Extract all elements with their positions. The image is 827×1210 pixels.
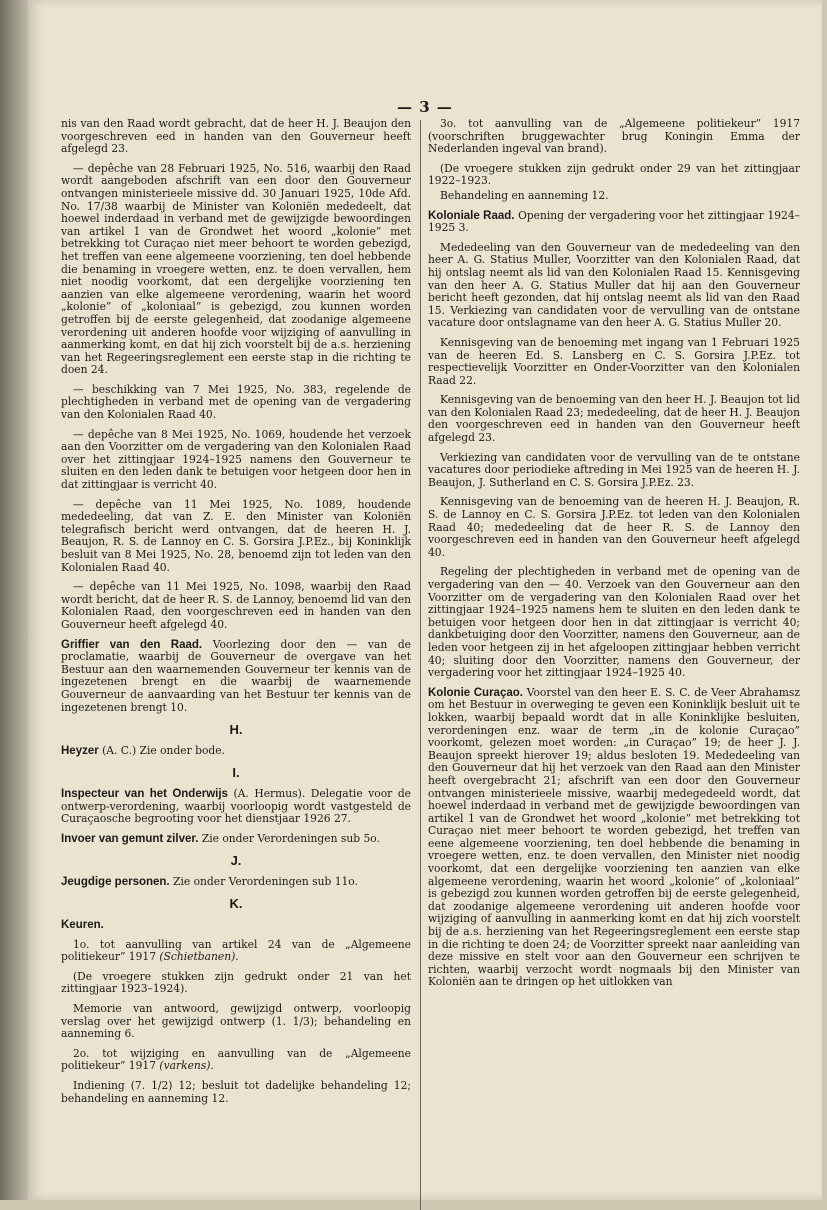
entry-text: (A. C.) Zie onder bode. bbox=[98, 743, 225, 757]
paragraph: Kennisgeving van de benoeming met ingang van 1 Februari 1925 van de heeren Ed. S. Lansberg en C. S. Gorsira J.P.Ez. tot respectievelijk Voorzitter en Onder-Voorzitter van den Kolonialen Raad 22. bbox=[428, 335, 800, 387]
paragraph: — depêche van 28 Februari 1925, No. 516, waarbij den Raad wordt aangeboden afschrift van een door den Gouverneur ontvangen ministerieele missive dd. 30 Januari 1925, 10de Afd. No. 17/38 waarbij de Minister van Koloniën mededeelt, dat hoewel inderdaad in verband met de gewijzigde bewoordingen van artikel 1 van de Grondwet het woord „kolonie” met betrekking tot Curaçao niet meer behoort te worden gebezigd, het treffen van eene algemeene voorziening, ten doel hebbende die benaming in vroegere wetten, enz. te doen vervallen, hem niet noodig voorkomt, dat een dergelijke voorziening ten aanzien van elke algemeene verordening, waarin het woord „kolonie” of „koloniaal” is gebezigd, zou kunnen worden getroffen bij de eerste gelegenheid, dat zoodanige algemeene verordening uit anderen hoofde voor wijziging of aanvulling in aanmerking komt, en dat hij zich voorstelt bij de a.s. herziening van het Regeeringsreglement een eerste stap in die richting te doen 24. bbox=[61, 161, 411, 377]
paragraph bbox=[61, 939, 411, 964]
paragraph: Behandeling en aanneming 12. bbox=[440, 188, 609, 202]
column-divider bbox=[420, 120, 421, 1210]
section-letter-h: H. bbox=[229, 722, 243, 738]
entry-label: Inspecteur van het Onderwijs bbox=[61, 787, 228, 800]
paragraph: Verkiezing van candidaten voor de vervulling van de te ontstane vacatures door periodieke aftreding in Mei 1925 van de heeren H. J. Beaujon, J. Sutherland en C. S. Gorsira J.P.Ez. 23. bbox=[428, 450, 800, 489]
entry-label: Keuren. bbox=[61, 919, 104, 932]
entry-inspecteur bbox=[61, 788, 411, 826]
right-column bbox=[428, 118, 800, 996]
entry-text: Voorstel van den heer E. S. C. de Veer Abrahamsz om het Bestuur in overweging te geven een Koninklijk besluit uit te lokken, waarbij bepaald wordt dat in alle Koninklijke besluiten, verordeningen enz. waar de term „in de kolonie Curaçao” voorkomt, gelezen moet worden: „in Curaçao” 19; de heer J. J. Beaujon spreekt hierover 19; aldus besloten 19. Mededeeling van den Gouverneur dat hij het verzoek van den Raad aan den Minister heeft overgebracht 21; afschrift van een door den Gouverneur ontvangen ministerieele missive, waarbij medegedeeld wordt, dat hoewel inderdaad in verband met de gewijzigde bewoordingen van artikel 1 van de Grondwet het woord „kolonie” met betrekking tot Curaçao niet meer behoort te worden gebezigd, het treffen van eene algemeene voorziening, ten doel hebbende die benaming in vroegere wetten, enz. te doen vervallen, den Minister niet noodig voorkomt, dat een dergelijke voorziening ten aanzien van elke algemeene verordening, waarin het woord „kolonie” of „koloniaal” is gebezigd zou kunnen worden getroffen bij de eerste gelegenheid, dat zoodanige algemeene verordening uit anderen hoofde voor wijziging of aanvulling in aanmerking komt en dat hij zich voorstelt bij de a.s. herziening van het Regeeringsreglement een eerste stap in die richting te doen 24; de Voorzitter spreekt naar aanleiding van deze missive en stelt voor aan den Gouverneur een schrijven te richten, waarbij verzocht wordt nogmaals bij den Minister van Koloniën aan te dringen op het uitlokken van bbox=[428, 685, 800, 989]
entry-heyzer bbox=[61, 745, 411, 758]
entry-text: Voorlezing door den — van de proclamatie, waarbij de Gouverneur de overgave van het Bestuur aan den waarnemenden Gouverneur ter kennis van de ingezetenen brengt en die waarbij de waarnemende Gouverneur de aanvaarding van het Bestuur ter kennis van de ingezetenen brengt 10. bbox=[61, 637, 411, 714]
paragraph-text: 2o. tot wijziging en aanvulling van de „Algemeene politiekeur” 1917 bbox=[61, 1046, 411, 1073]
entry-label: Jeugdige personen. bbox=[61, 875, 170, 888]
paragraph-emphasis: (Schietbanen). bbox=[159, 950, 239, 964]
paragraph-emphasis: (varkens). bbox=[159, 1059, 214, 1073]
entry-label: Invoer van gemunt zilver. bbox=[61, 832, 199, 845]
entry-jeugdige bbox=[61, 876, 411, 889]
entry-label: Heyzer bbox=[61, 744, 99, 757]
paragraph: nis van den Raad wordt gebracht, dat de heer H. J. Beaujon den voorgeschreven eed in handen van den Gouverneur heeft afgelegd 23. bbox=[61, 117, 411, 156]
document-page bbox=[28, 0, 822, 1200]
entry-text: Zie onder Verordeningen sub 11o. bbox=[169, 874, 358, 888]
paragraph bbox=[61, 1048, 411, 1073]
paragraph: 3o. tot aanvulling van de „Algemeene politiekeur” 1917 (voorschriften bruggewachter brug Koningin Emma der Nederlanden ingeval van brand). bbox=[428, 117, 800, 156]
paragraph: — depêche van 8 Mei 1925, No. 1069, houdende het verzoek aan den Voorzitter om de vergadering van den Kolonialen Raad over het zittingjaar 1924–1925 namens den Gouverneur te sluiten en den leden dank te betuigen voor hetgeen door hen in dat zittingjaar is verricht 40. bbox=[61, 427, 411, 492]
entry-text: Zie onder Verordeningen sub 5o. bbox=[198, 831, 380, 845]
section-letter-i: I. bbox=[232, 765, 240, 781]
left-column bbox=[61, 118, 411, 1112]
paragraph: Memorie van antwoord, gewijzigd ontwerp, voorloopig verslag over het gewijzigd ontwerp (1. 1/3); behandeling en aanneming 6. bbox=[61, 1002, 411, 1041]
entry-koloniale-raad bbox=[428, 210, 800, 235]
entry-label: Koloniale Raad. bbox=[428, 209, 515, 222]
book-binding bbox=[0, 0, 28, 1200]
paragraph: (De vroegere stukken zijn gedrukt onder 29 van het zittingjaar 1922–1923. bbox=[428, 161, 800, 188]
entry-invoer bbox=[61, 833, 411, 846]
entry-griffier bbox=[61, 639, 411, 715]
paragraph: — depêche van 11 Mei 1925, No. 1089, houdende mededeeling, dat van Z. E. den Minister van Koloniën telegrafisch bericht werd ontvangen, dat de heeren H. J. Beaujon, R. S. de Lannoy en C. S. Gorsira J.P.Ez., bij Koninklijk besluit van 8 Mei 1925, No. 28, benoemd zijn tot leden van den Kolonialen Raad 40. bbox=[61, 497, 411, 574]
paragraph: Kennisgeving van de benoeming van den heer H. J. Beaujon tot lid van den Kolonialen Raad 23; mededeeling, dat de heer H. J. Beaujon den voorgeschreven eed in handen van den Gouverneur heeft afgelegd 23. bbox=[428, 393, 800, 445]
entry-label: Kolonie Curaçao. bbox=[428, 686, 523, 699]
entry-text: (A. Hermus). Delegatie voor de ontwerp-verordening, waarbij voorloopig wordt vastgesteld de Curaçaosche begrooting voor het dienstjaar 1926 27. bbox=[61, 786, 412, 826]
entry-kolonie-curacao bbox=[428, 687, 800, 989]
section-letter-k: K. bbox=[229, 896, 243, 912]
page-number: — 3 — bbox=[397, 98, 453, 116]
paragraph-text: 1o. tot aanvulling van artikel 24 van de „Algemeene politiekeur” 1917 bbox=[61, 937, 411, 964]
section-letter-j: J. bbox=[230, 853, 242, 869]
paragraph: Kennisgeving van de benoeming van de heeren H. J. Beaujon, R. S. de Lannoy en C. S. Gorsira J.P.Ez. tot leden van den Kolonialen Raad 40; mededeeling dat de heer R. S. de Lannoy den voorgeschreven eed in handen van den Gouverneur heeft afgelegd 40. bbox=[428, 495, 800, 559]
paragraph: Regeling der plechtigheden in verband met de opening van de vergadering van den — 40. Verzoek van den Gouverneur aan den Voorzitter om de vergadering van den Kolonialen Raad over het zittingjaar 1924–1925 namens hem te sluiten en den leden dank te betuigen voor hetgeen door hen in dat zittingjaar is verricht 40; dankbetuiging door den Voorzitter, namens den Gouverneur, aan de leden voor hetgeen zij in het afgeloopen zittingjaar hebben verricht 40; sluiting door den Voorzitter, namens den Gouverneur, der vergadering voor het zittingjaar 1924–1925 40. bbox=[428, 565, 800, 680]
paragraph: (De vroegere stukken zijn gedrukt onder 21 van het zittingjaar 1923–1924). bbox=[61, 969, 411, 996]
entry-text: Opening der vergadering voor het zittingjaar 1924–1925 3. bbox=[428, 208, 800, 235]
paragraph: — depêche van 11 Mei 1925, No. 1098, waarbij den Raad wordt bericht, dat de heer R. S. de Lannoy, benoemd lid van den Kolonialen Raad, den voorgeschreven eed in handen van den Gouverneur heeft afgelegd 40. bbox=[61, 580, 411, 631]
paragraph: — beschikking van 7 Mei 1925, No. 383, regelende de plechtigheden in verband met de opening van de vergadering van den Kolonialen Raad 40. bbox=[61, 382, 411, 422]
entry-label: Griffier van den Raad. bbox=[61, 638, 203, 651]
paragraph: Indiening (7. 1/2) 12; besluit tot dadelijke behandeling 12; behandeling en aanneming 12. bbox=[61, 1079, 411, 1105]
paragraph: Mededeeling van den Gouverneur van de mededeeling van den heer A. G. Statius Muller, Voorzitter van den Kolonialen Raad, dat hij ontslag neemt als lid van den Kolonialen Raad 15. Kennisgeving van den heer A. G. Statius Muller dat hij aan den Gouverneur bericht heeft gezonden, dat hij ontslag neemt als lid van den Raad 15. Verkiezing van candidaten voor de vervulling van de ontstane vacature door ontslagname van den heer A. G. Statius Muller 20. bbox=[428, 240, 800, 330]
entry-keuren bbox=[61, 919, 411, 932]
